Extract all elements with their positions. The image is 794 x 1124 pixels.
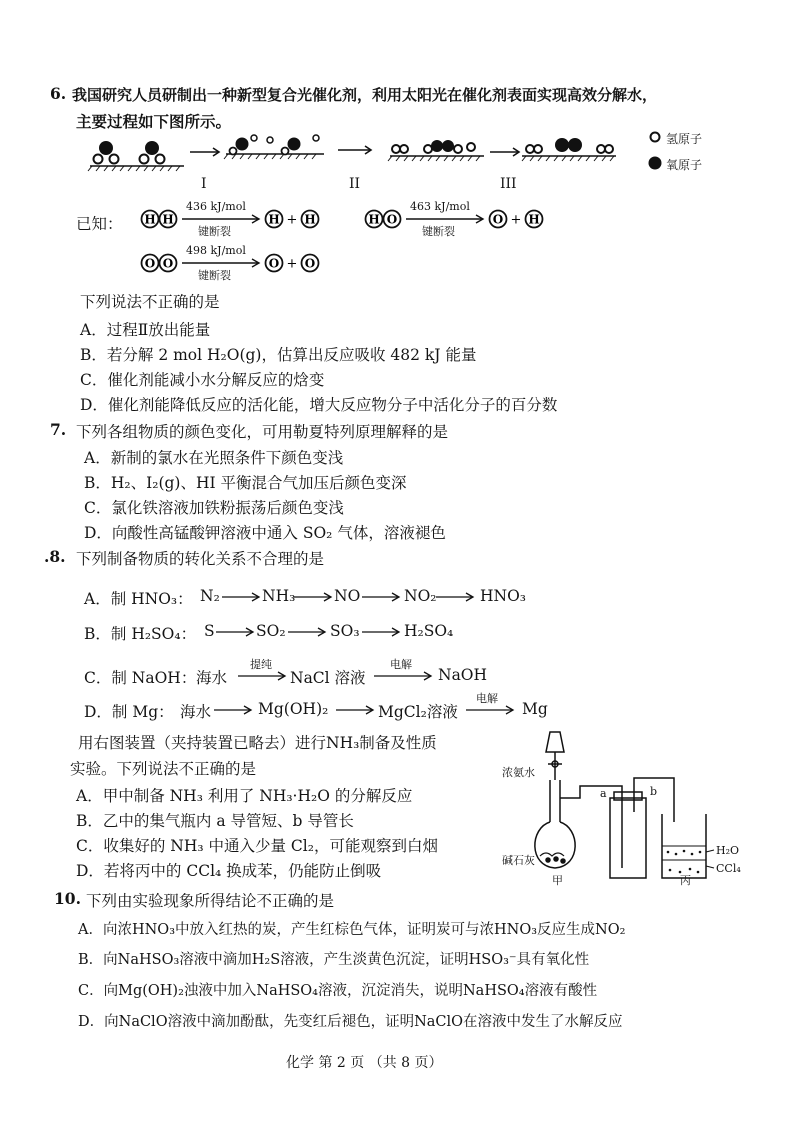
q8a-arrow-3: [362, 592, 402, 602]
flask-label: 甲: [552, 874, 563, 887]
svg-text:O: O: [162, 256, 174, 271]
q6-stage-3: III: [500, 176, 517, 192]
q10-option-a: A．向浓HNO₃中放入红热的炭，产生红棕色气体，证明炭可与浓HNO₃反应生成NO₂: [78, 922, 626, 938]
q6-number: 6.: [50, 84, 67, 103]
q6-known-label: 已知：: [76, 215, 123, 233]
svg-text:+: +: [286, 212, 298, 228]
svg-text:H: H: [368, 212, 380, 227]
beaker-label: 丙: [680, 874, 691, 887]
q8d-arrow-label-3: 电解: [476, 692, 498, 705]
h-atoms-product-icon: [264, 208, 328, 230]
q6-stem-line2: 主要过程如下图所示。: [76, 112, 232, 131]
q6-option-c: C．催化剂能减小水分解反应的焓变: [80, 371, 325, 389]
q8b-arrow-2: [288, 627, 328, 637]
q6-stage-2: II: [349, 176, 361, 192]
q8-option-a-prefix: A．制 HNO₃：: [84, 590, 193, 608]
q9-option-d: D．若将丙中的 CCl₄ 换成苯，仍能防止倒吸: [76, 862, 382, 880]
q6-option-d: D．催化剂能降低反应的活化能，增大反应物分子中活化分子的百分数: [80, 396, 558, 414]
q8b-step-4: H₂SO₄: [404, 622, 454, 640]
q8b-step-3: SO₃: [330, 622, 360, 640]
q8b-step-2: SO₂: [256, 622, 286, 640]
q8-option-d-prefix: D．制 Mg：: [84, 703, 174, 721]
q9-stem-line1: 用右图装置（夹持装置已略去）进行NH₃制备及性质: [78, 734, 437, 752]
q8d-step-2: Mg(OH)₂: [258, 700, 329, 718]
svg-text:O: O: [268, 256, 280, 271]
svg-text:H: H: [528, 212, 540, 227]
q6-option-a: A．过程Ⅱ放出能量: [80, 321, 211, 339]
q8c-arrow-1: [238, 671, 288, 681]
q10-stem: 下列由实验现象所得结论不正确的是: [86, 892, 335, 910]
q8a-step-5: HNO₃: [480, 587, 527, 605]
q8b-step-1: S: [204, 622, 215, 640]
h2-molecule-icon: [140, 208, 180, 230]
q8c-step-3: NaOH: [438, 666, 488, 684]
reaction3-note: 键断裂: [198, 269, 231, 282]
reaction1-energy: 436 kJ/mol: [186, 200, 246, 213]
q8d-arrow-3: [466, 705, 516, 715]
q8a-arrow-4: [436, 592, 476, 602]
svg-text:H: H: [162, 212, 174, 227]
concentrated-ammonia-label: 浓氨水: [502, 766, 535, 779]
q8a-step-4: NO₂: [404, 587, 437, 605]
q10-option-b: B．向NaHSO₃溶液中滴加H₂S溶液，产生淡黄色沉淀，证明HSO₃⁻具有氧化性: [78, 952, 590, 968]
hydrogen-atom-icon: [648, 130, 662, 144]
reaction3-energy: 498 kJ/mol: [186, 244, 246, 257]
q7-option-b: B．H₂、I₂(g)、HI 平衡混合气加压后颜色变深: [84, 474, 407, 492]
svg-text:O: O: [386, 212, 398, 227]
q7-option-d: D．向酸性高锰酸钾溶液中通入 SO₂ 气体，溶液褪色: [84, 524, 446, 542]
q8b-arrow-3: [362, 627, 402, 637]
q8c-step-2: NaCl 溶液: [290, 669, 366, 687]
nh3-apparatus-diagram: [500, 728, 740, 888]
svg-text:H: H: [144, 212, 156, 227]
q8-number: .8.: [44, 547, 66, 566]
svg-text:O: O: [144, 256, 156, 271]
q6-stage-1: I: [201, 176, 207, 192]
legend-oxygen-label: 氧原子: [666, 158, 703, 172]
reaction2-note: 键断裂: [422, 225, 455, 238]
q10-number: 10.: [54, 889, 81, 908]
q8-stem: 下列制备物质的转化关系不合理的是: [76, 550, 325, 568]
o-atoms-product-icon: [264, 252, 328, 274]
q6-prompt: 下列说法不正确的是: [80, 293, 220, 311]
q7-option-a: A．新制的氯水在光照条件下颜色变浅: [84, 449, 344, 467]
o-h-atoms-product-icon: [488, 208, 552, 230]
q8d-step-4: Mg: [522, 700, 548, 718]
water-layer-label: H₂O: [716, 844, 740, 857]
q8a-step-3: NO: [334, 587, 361, 605]
oh-molecule-icon: [364, 208, 404, 230]
q8a-step-1: N₂: [200, 587, 220, 605]
q8c-arrow-2: [374, 671, 434, 681]
svg-text:+: +: [510, 212, 522, 228]
q8b-arrow-1: [216, 627, 256, 637]
q8a-step-2: NH₃: [262, 587, 296, 605]
q9-option-a: A．甲中制备 NH₃ 利用了 NH₃·H₂O 的分解反应: [76, 787, 413, 805]
q8d-arrow-1: [214, 705, 254, 715]
q8c-arrow-label-2: 电解: [390, 658, 412, 671]
q9-option-c: C．收集好的 NH₃ 中通入少量 Cl₂，可能观察到白烟: [76, 837, 438, 855]
q8c-step-1: 海水: [196, 669, 228, 687]
q8-option-c-prefix: C．制 NaOH：: [84, 669, 197, 687]
svg-text:O: O: [304, 256, 316, 271]
q8d-step-3: MgCl₂溶液: [378, 703, 458, 721]
svg-text:H: H: [304, 212, 316, 227]
oxygen-atom-icon: [647, 155, 663, 171]
reaction1-note: 键断裂: [198, 225, 231, 238]
q9-option-b: B．乙中的集气瓶内 a 导管短、b 导管长: [76, 812, 354, 830]
tube-a-label: a: [600, 787, 607, 800]
q8d-arrow-2: [336, 705, 376, 715]
reaction2-energy: 463 kJ/mol: [410, 200, 470, 213]
soda-lime-label: 碱石灰: [502, 854, 535, 867]
legend-hydrogen-label: 氢原子: [666, 132, 703, 146]
tube-b-label: b: [650, 785, 658, 798]
svg-text:+: +: [286, 256, 298, 272]
q7-stem: 下列各组物质的颜色变化，可用勒夏特列原理解释的是: [76, 423, 449, 441]
page-footer: 化学 第 2 页 （共 8 页）: [286, 1055, 443, 1071]
svg-text:O: O: [492, 212, 504, 227]
q7-number: 7.: [50, 420, 67, 439]
q10-option-c: C．向Mg(OH)₂浊液中加入NaHSO₄溶液，沉淀消失，说明NaHSO₄溶液有酸性: [78, 983, 598, 999]
q8a-arrow-1: [222, 592, 262, 602]
q6-option-b: B．若分解 2 mol H₂O(g)，估算出反应吸收 482 kJ 能量: [80, 346, 477, 364]
q8d-step-1: 海水: [180, 703, 212, 721]
q8a-arrow-2: [294, 592, 334, 602]
q10-option-d: D．向NaClO溶液中滴加酚酞，先变红后褪色，证明NaClO在溶液中发生了水解反应: [78, 1014, 623, 1030]
svg-text:H: H: [268, 212, 280, 227]
q7-option-c: C．氯化铁溶液加铁粉振荡后颜色变浅: [84, 499, 344, 517]
q8c-arrow-label-1: 提纯: [250, 658, 272, 671]
ccl4-layer-label: CCl₄: [716, 862, 741, 875]
q9-stem-line2: 实验。下列说法不正确的是: [70, 760, 257, 778]
q6-stem-line1: 我国研究人员研制出一种新型复合光催化剂，利用太阳光在催化剂表面实现高效分解水，: [72, 86, 658, 104]
o2-molecule-icon: [140, 252, 180, 274]
q8-option-b-prefix: B．制 H₂SO₄：: [84, 625, 197, 643]
